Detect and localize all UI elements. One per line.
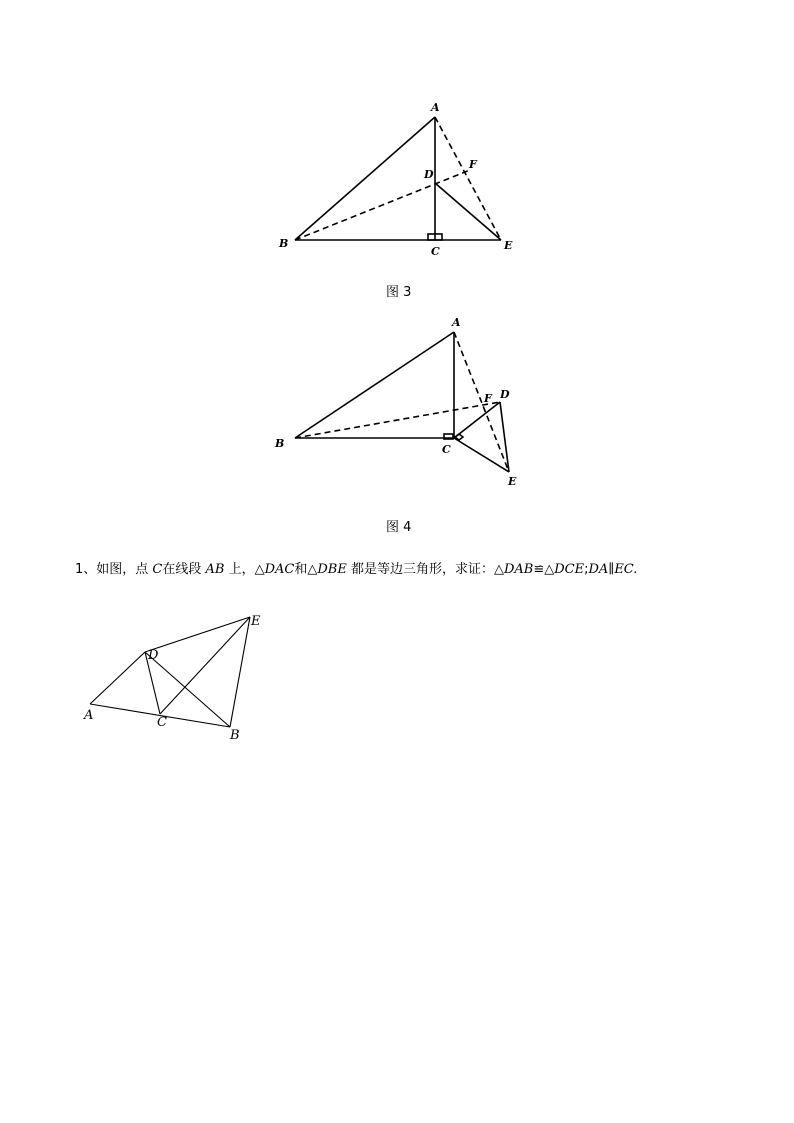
label-e: E — [508, 475, 517, 488]
triangle-dac: DAC — [264, 562, 295, 577]
question-text-2: 在线段 — [162, 562, 206, 577]
label-f: F — [469, 158, 477, 171]
parallel-statement: DA∥EC. — [588, 562, 638, 577]
segment-ab-text: AB — [205, 562, 225, 577]
label-e: E — [504, 239, 513, 252]
question-text-5: 都是等边三角形，求证：△ — [346, 562, 504, 577]
question-text-4: 和△ — [294, 562, 318, 577]
question-text-1: 如图，点 — [96, 562, 153, 577]
label-e: E — [251, 614, 261, 629]
label-b: B — [230, 728, 240, 743]
label-c: C — [442, 443, 451, 456]
label-a: A — [431, 101, 440, 114]
label-a: A — [452, 316, 461, 329]
triangle-dab: DAB — [503, 562, 534, 577]
label-f: F — [484, 392, 492, 405]
point-c: C — [152, 562, 163, 577]
label-d: D — [148, 648, 159, 663]
figure-3-caption: 图 3 — [386, 285, 412, 300]
question-text-7: ; — [584, 562, 589, 577]
label-d: D — [500, 388, 510, 401]
triangle-dbe: DBE — [317, 562, 347, 577]
figure-4-caption: 图 4 — [386, 520, 412, 535]
question-text-6: ≌△ — [533, 562, 555, 577]
question-text-3: 上，△ — [224, 562, 265, 577]
label-c: C — [431, 245, 440, 258]
label-b: B — [275, 437, 285, 450]
label-b: B — [279, 237, 289, 250]
label-d: D — [424, 168, 434, 181]
label-c: C — [157, 715, 167, 730]
triangle-dce: DCE — [554, 562, 585, 577]
label-a: A — [84, 708, 94, 723]
segment-ad — [90, 652, 145, 704]
question-number: 1、 — [75, 562, 97, 577]
segment-be — [230, 617, 250, 727]
